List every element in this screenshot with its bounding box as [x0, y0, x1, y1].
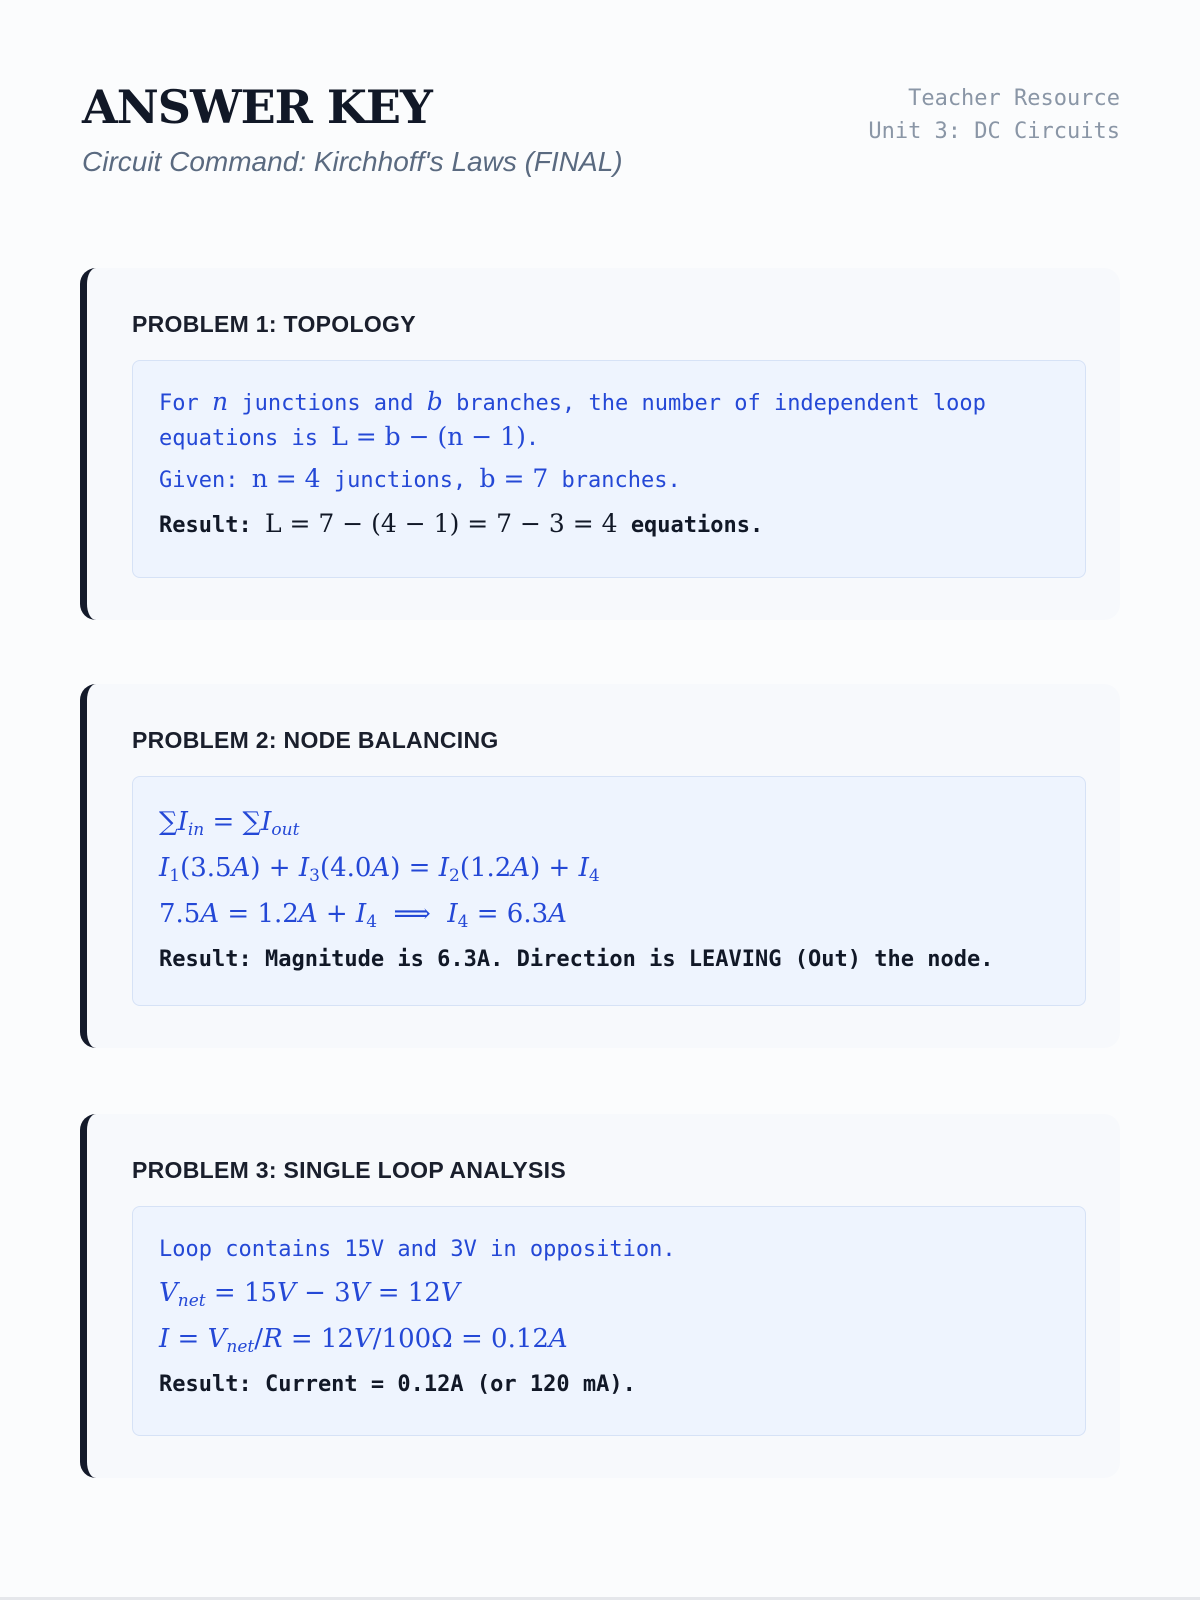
- problem-3-heading: PROBLEM 3: SINGLE LOOP ANALYSIS: [132, 1157, 567, 1183]
- problem-3-intro: Loop contains 15V and 3V in opposition.: [159, 1237, 676, 1262]
- problem-1-given: Given: n = 4 junctions, b = 7 branches.: [159, 464, 681, 493]
- problem-2-solution-box: [132, 776, 1086, 1006]
- problem-2-eq-sum: $\sum I_{in} = \sum I_{out}$: [159, 807, 300, 840]
- header-meta: [868, 82, 1120, 148]
- problem-1-solution-box: [132, 360, 1086, 578]
- page-subtitle: Circuit Command: Kirchhoff's Laws (FINAL): [82, 146, 623, 177]
- meta-unit: Unit 3: DC Circuits: [868, 119, 1120, 144]
- problem-1-heading: PROBLEM 1: TOPOLOGY: [132, 311, 416, 337]
- problem-2-eq-currents: $I_1(3.5A) + I_3(4.0A) = I_2(1.2A) + I_4$: [159, 853, 600, 886]
- problem-1-intro: For n junctions and b branches, the number of independent loop equations is L = b − (n − 1).: [159, 387, 986, 451]
- problem-2-eq-solve: $7.5A = 1.2A + I_4$ ⟹ $I_4 = 6.3A$: [159, 899, 567, 932]
- problem-2-result: Result: Magnitude is 6.3A. Direction is LEAVING (Out) the node.: [159, 947, 994, 972]
- problem-3-result: Result: Current = 0.12A (or 120 mA).: [159, 1372, 636, 1397]
- loop-formula: L = b − (n − 1): [331, 422, 526, 451]
- problem-1-result: Result: L = 7 − (4 − 1) = 7 − 3 = 4 equations.: [159, 509, 764, 538]
- problem-3-solution-box: [132, 1206, 1086, 1436]
- problem-3-eq-current: $I = V_{net}/R = 12V/100\Omega = 0.12A$: [159, 1324, 568, 1357]
- problem-2-heading: PROBLEM 2: NODE BALANCING: [132, 727, 499, 753]
- problem-3-card: [80, 1114, 1120, 1478]
- problem-1-card: [80, 268, 1120, 620]
- meta-resource: Teacher Resource: [908, 86, 1120, 111]
- page-title: ANSWER KEY: [82, 80, 432, 134]
- problem-3-eq-vnet: $V_{net} = 15V - 3V = 12V$: [159, 1278, 460, 1311]
- problem-2-card: [80, 684, 1120, 1048]
